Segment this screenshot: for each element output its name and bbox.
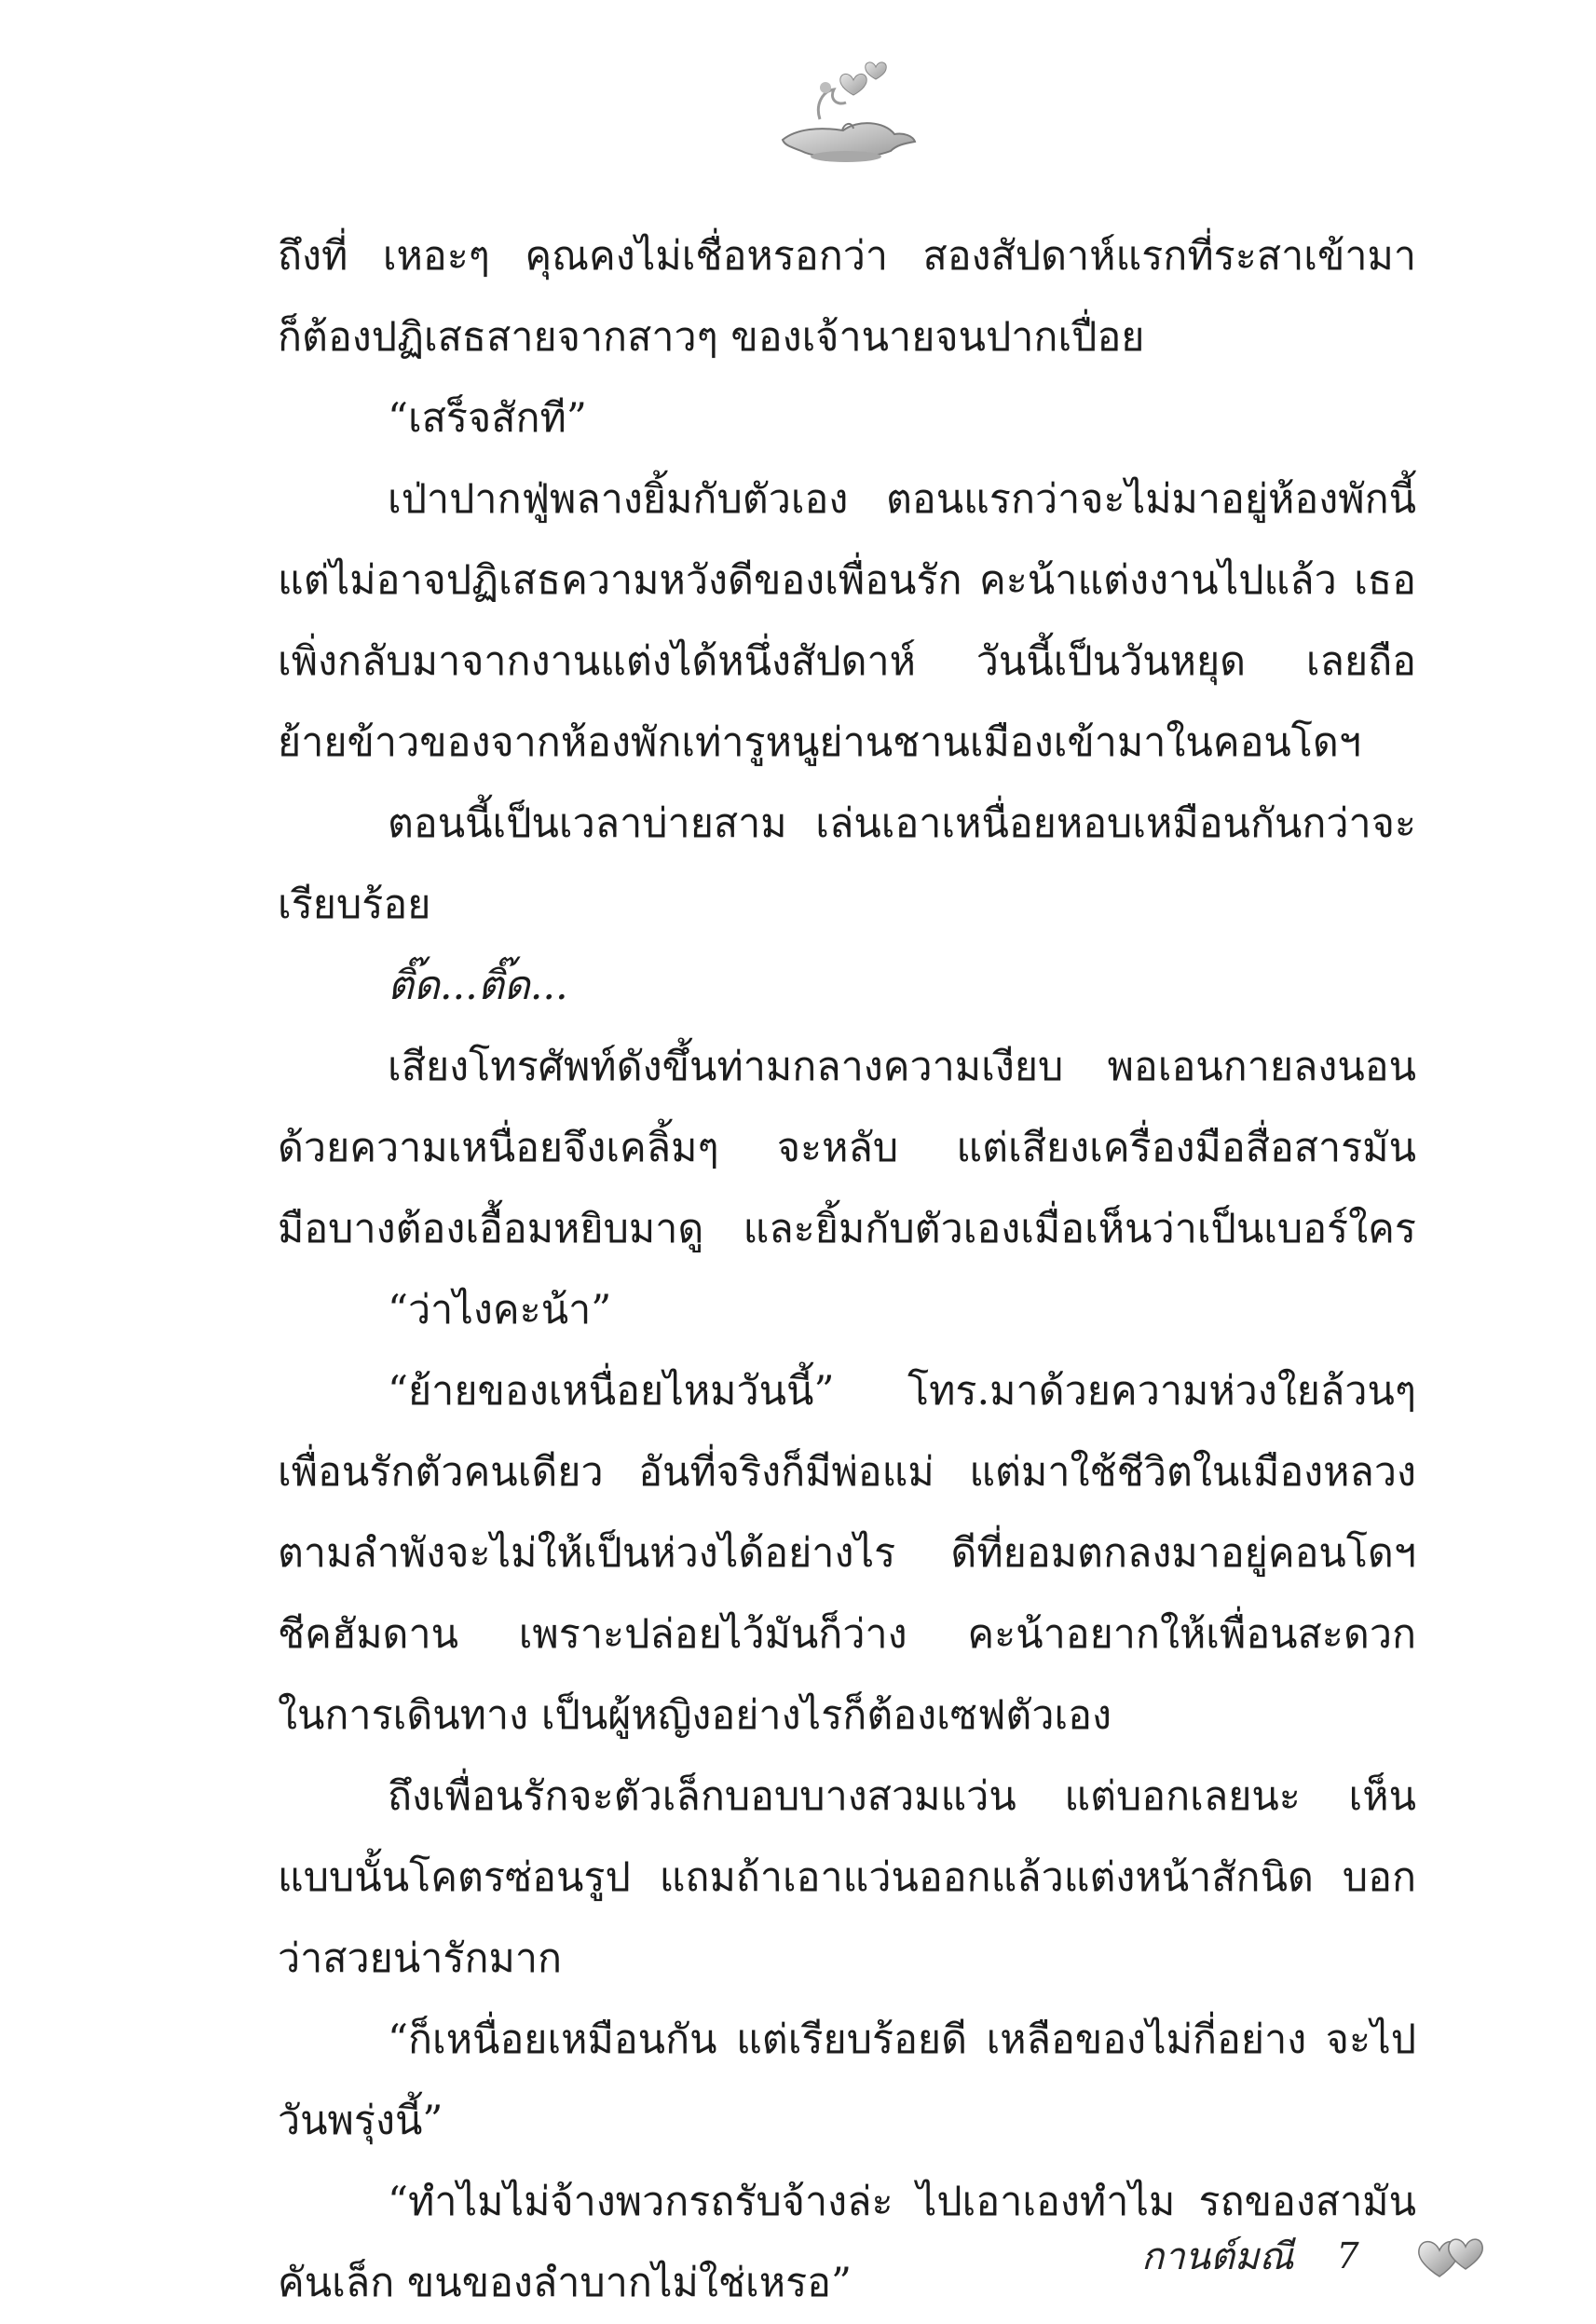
text-line: เสียงโทรศัพท์ดังขึ้นท่ามกลางความเงียบ พอเอนกายลงนอน [388,1044,1416,1090]
lamp-ornament-icon [764,54,922,166]
text-line: ย้ายข้าวของจากห้องพักเท่ารูหนูย่านชานเมืองเข้ามาในคอนโดฯ [278,719,1361,766]
text-line: เพิ่งกลับมาจากงานแต่งได้หนึ่งสัปดาห์ วันนี้เป็นวันหยุด เลยถือ [278,638,1416,685]
text-line: “ว่าไงคะน้า” [388,1287,612,1333]
body-text [278,216,1416,2324]
text-line: ตามลำพังจะไม่ให้เป็นห่วงได้อย่างไร ดีที่ยอมตกลงมาอยู่คอนโดฯ [278,1530,1416,1577]
text-line: แต่ไม่อาจปฏิเสธความหวังดีของเพื่อนรัก คะน้าแต่งงานไปแล้ว เธอ [278,557,1416,604]
text-line: ในการเดินทาง เป็นผู้หญิงอย่างไรก็ต้องเซฟตัวเอง [278,1692,1112,1739]
text-line: “เสร็จสักที” [388,395,587,442]
text-line: เรียบร้อย [278,882,431,928]
text-line: ติ๊ด...ติ๊ด... [388,963,568,1009]
text-line: เป่าปากฟู่พลางยิ้มกับตัวเอง ตอนแรกว่าจะไม่มาอยู่ห้องพักนี้ [388,476,1416,523]
text-line: วันพรุ่งนี้” [278,2098,443,2144]
text-line: ว่าสวยน่ารักมาก [278,1935,563,1982]
text-line: แบบนั้นโคตรซ่อนรูป แถมถ้าเอาแว่นออกแล้วแต่งหน้าสักนิด บอก [278,1854,1416,1901]
page-number: 7 [1336,2235,1359,2276]
text-line: “ก็เหนื่อยเหมือนกัน แต่เรียบร้อยดี เหลือของไม่กี่อย่าง จะไป [388,2016,1416,2063]
text-line: คันเล็ก ขนของลำบากไม่ใช่เหรอ” [278,2260,852,2306]
text-line: ชีคฮัมดาน เพราะปล่อยไว้มันก็ว่าง คะน้าอยากให้เพื่อนสะดวก [278,1611,1416,1658]
text-line: มือบางต้องเอื้อมหยิบมาดู และยิ้มกับตัวเองเมื่อเห็นว่าเป็นเบอร์ใคร [278,1206,1416,1252]
text-line: “ย้ายของเหนื่อยไหมวันนี้” โทร.มาด้วยความห่วงใยล้วนๆ [388,1368,1416,1415]
book-title: กานต์มณี [1141,2235,1294,2278]
text-line: ก็ต้องปฏิเสธสายจากสาวๆ ของเจ้านายจนปากเปื่อย [278,314,1145,361]
text-line: เพื่อนรักตัวคนเดียว อันที่จริงก็มีพ่อแม่ แต่มาใช้ชีวิตในเมืองหลวง [278,1449,1416,1496]
text-line: ด้วยความเหนื่อยจึงเคลิ้มๆ จะหลับ แต่เสียงเครื่องมือสื่อสารมัน [278,1125,1416,1171]
text-line: ถึงที่ เหอะๆ คุณคงไม่เชื่อหรอกว่า สองสัปดาห์แรกที่ระสาเข้ามา [278,233,1416,280]
page-footer [1141,2223,1488,2289]
text-line: ถึงเพื่อนรักจะตัวเล็กบอบบางสวมแว่น แต่บอกเลยนะ เห็น [388,1773,1416,1820]
hearts-icon [1415,2232,1488,2280]
text-line: “ทำไมไม่จ้างพวกรถรับจ้างล่ะ ไปเอาเองทำไม รถของสามัน [388,2179,1416,2225]
paragraph-lines [278,216,1416,2324]
text-line: ตอนนี้เป็นเวลาบ่ายสาม เล่นเอาเหนื่อยหอบเหมือนกันกว่าจะ [388,800,1416,847]
